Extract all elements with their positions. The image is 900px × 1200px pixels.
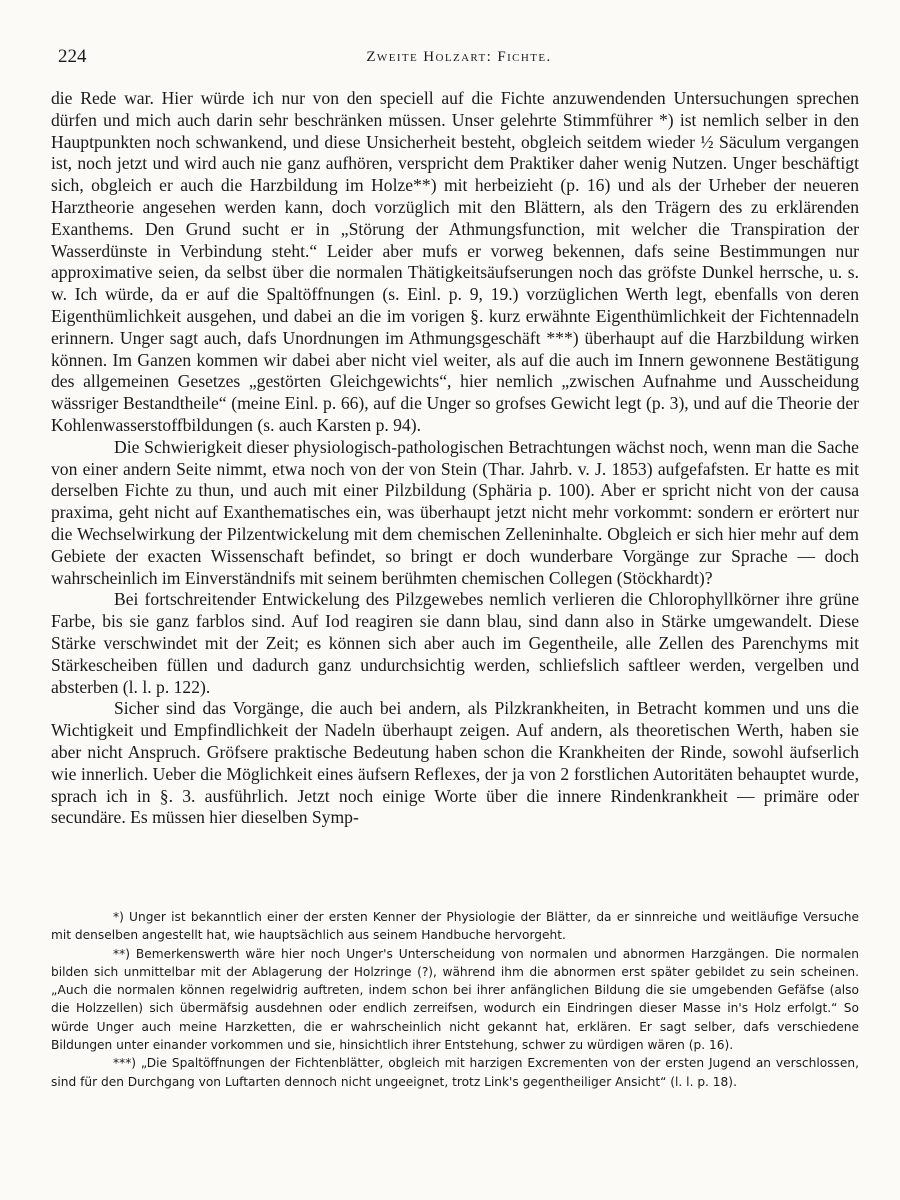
paragraph: Sicher sind das Vorgänge, die auch bei andern, als Pilzkrankheiten, in Betracht kommen und uns die Wichtigkeit und Empfindlichkeit der Nadeln überhaupt zeigen. Auf andern, als theoretischen Werth, haben sie aber nicht Anspruch. Gröfsere praktische Bedeutung haben schon die Krankheiten der Rinde, sowohl äufserlich wie innerlich. Ueber die Möglichkeit eines äufsern Reflexes, der ja von 2 forstlichen Autoritäten behauptet wurde, sprach ich in §. 3. ausführlich. Jetzt noch einige Worte über die innere Rindenkrankheit — primäre oder secundäre. Es müssen hier dieselben Symp-	[51, 698, 859, 828]
paragraph: Die Schwierigkeit dieser physiologisch-pathologischen Betrachtungen wächst noch, wenn man die Sache von einer andern Seite nimmt, etwa noch von der von Stein (Thar. Jahrb. v. J. 1853) aufgefafsten. Er hatte es mit derselben Fichte zu thun, und auch mit einer Pilzbildung (Sphäria p. 100). Aber er spricht nicht von der causa praxima, geht nicht auf Exanthematisches ein, was überhaupt jetzt nicht mehr vorkommt: sondern er erörtert nur die Wechselwirkung der Pilzentwickelung mit dem chemischen Zelleninhalte. Obgleich er sich hier mehr auf dem Gebiete der exacten Wissenschaft befindet, so bringt er doch wunderbare Vorgänge zur Sprache — doch wahrscheinlich im Einverständnifs mit seinem berühmten chemischen Collegen (Stöckhardt)?	[51, 436, 859, 588]
running-title: Zweite Holzart: Fichte.	[366, 49, 552, 65]
footnote: **) Bemerkenswerth wäre hier noch Unger's Unterscheidung von normalen und abnormen Harzgängen. Die normalen bilden sich unmittelbar mit der Ablagerung der Holzringe (?), während ihm die abnormen erst später gebildet zu sein scheinen. „Auch die normalen können regelwidrig auftreten, indem schon bei ihrer anfänglichen Bildung die sie umgebenden Gefäfse (also die Holzzellen) sich übermäfsig ausdehnen oder endlich zerreifsen, wodurch ein Eindringen dieser Masse in's Holz erfolgt.“ So würde Unger auch meine Harzketten, die er wahrscheinlich nicht gekannt hat, erklären. Er sagt selber, dafs verschiedene Bildungen unter einander vorkommen und sie, hinsichtlich ihrer Entstehung, schwer zu würdigen wären (p. 16).	[51, 946, 859, 1053]
page-header	[58, 46, 860, 70]
footnote: ***) „Die Spaltöffnungen der Fichtenblätter, obgleich mit harzigen Excrementen von der ersten Jugend an verschlossen, sind für den Durchgang von Luftarten dennoch nicht ungeeignet, trotz Link's gegentheiliger Ansicht“ (l. l. p. 18).	[51, 1056, 859, 1089]
footnote: *) Unger ist bekanntlich einer der ersten Kenner der Physiologie der Blätter, da er sinnreiche und weitläufige Versuche mit denselben angestellt hat, wie hauptsächlich aus seinem Handbuche hervorgeht.	[51, 910, 859, 943]
paragraph: die Rede war. Hier würde ich nur von den speciell auf die Fichte anzuwendenden Untersuchungen sprechen dürfen und mich auch darin sehr beschränken müssen. Unser gelehrte Stimmführer *) ist nemlich selber in den Hauptpunkten noch schwankend, und diese Unsicherheit besteht, obgleich seitdem wieder ½ Säculum vergangen ist, noch jetzt und wird auch nie ganz aufhören, verspricht dem Praktiker daher wenig Nutzen. Unger beschäftigt sich, obgleich er auch die Harzbildung im Holze**) mit herbeizieht (p. 16) und als der Urheber der neueren Harztheorie angesehen werden kann, doch vorzüglich mit den Blättern, als den Trägern des zu erklärenden Exanthems. Den Grund sucht er in „Störung der Athmungsfunction, mit welcher die Transpiration der Wasserdünste in Verbindung steht.“ Leider aber mufs er vorweg bekennen, dafs seine Bestimmungen nur approximative seien, da selbst über die normalen Thätigkeitsäufserungen noch das gröfste Dunkel herrsche, u. s. w. Ich würde, da er auf die Spaltöffnungen (s. Einl. p. 9, 19.) vorzüglichen Werth legt, ebenfalls von deren Eigenthümlichkeit ausgehen, und dabei an die im vorigen §. kurz erwähnte Eigenthümlichkeit der Fichtennadeln erinnern. Unger sagt auch, dafs Unordnungen im Athmungsgeschäft ***) überhaupt auf die Harzbildung wirken können. Im Ganzen kommen wir dabei aber nicht viel weiter, als auf die auch im Innern gewonnene Bestätigung des allgemeinen Gesetzes „gestörten Gleichgewichts“, hier nemlich „zwischen Aufnahme und Ausscheidung wässriger Bestandtheile“ (meine Einl. p. 66), auf die Unger so grofses Gewicht legt (p. 3), und auf die Theorie der Kohlenwasserstoffbildungen (s. auch Karsten p. 94).	[51, 88, 859, 435]
paragraph: Bei fortschreitender Entwickelung des Pilzgewebes nemlich verlieren die Chlorophyllkörner ihre grüne Farbe, bis sie ganz farblos sind. Auf Iod reagiren sie dann blau, sind dann also in Stärke umgewandelt. Diese Stärke verschwindet mit der Zeit; es können sich aber auch im Gegentheile, alle Zellen des Parenchyms mit Stärkescheiben füllen und dadurch ganz undurchsichtig werden, schliefslich saftleer werden, vergelben und absterben (l. l. p. 122).	[51, 589, 859, 697]
main-text	[51, 88, 859, 829]
footnotes	[51, 908, 859, 1091]
page-number: 224	[58, 46, 87, 67]
footnote-divider	[52, 902, 860, 903]
